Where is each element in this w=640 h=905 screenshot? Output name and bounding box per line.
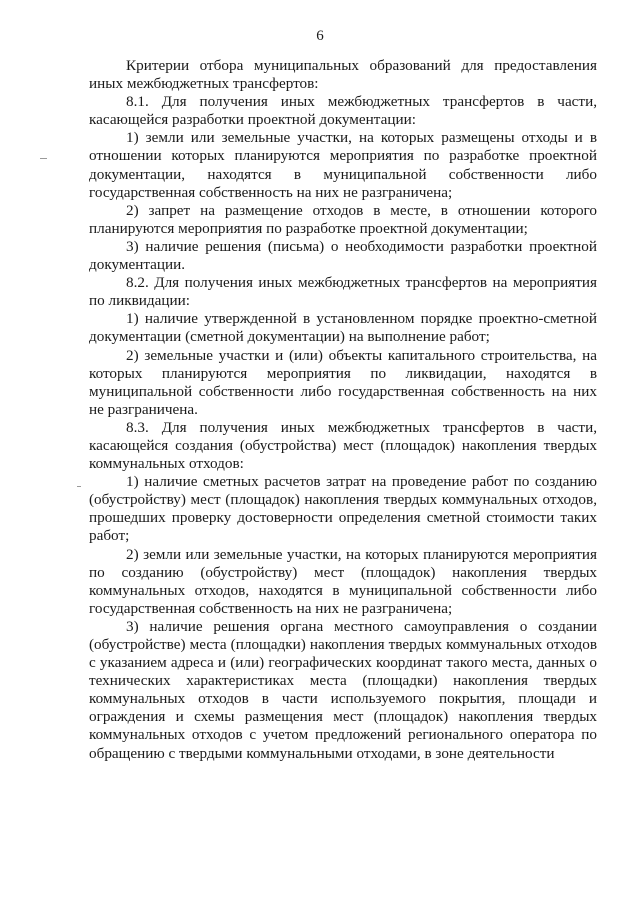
scan-mark	[40, 158, 47, 159]
section-8-1-item-1: 1) земли или земельные участки, на которых размещены отходы и в отношении которых планируются мероприятия по разработке проектной документации, находятся в муниципальной собственности либо государственная собственность на них не разграничена;	[89, 129, 597, 201]
section-8-3-item-2: 2) земли или земельные участки, на которых планируются мероприятия по созданию (обустройству) мест (площадок) накопления твердых коммунальных отходов, находятся в муниципальной собственности либо государственная собственность на них не разграничена;	[89, 545, 597, 617]
scan-mark	[77, 486, 81, 487]
section-8-1-heading: 8.1. Для получения иных межбюджетных трансфертов в части, касающейся разработки проектной документации:	[89, 93, 597, 129]
section-8-3-item-1: 1) наличие сметных расчетов затрат на проведение работ по созданию (обустройству) мест (площадок) накопления твердых коммунальных отходов, прошедших проверку достоверности определения сметной стоимости таких работ;	[89, 473, 597, 545]
page-number: 6	[316, 28, 324, 44]
section-8-2-item-2: 2) земельные участки и (или) объекты капитального строительства, на которых планируются мероприятия по ликвидации, находятся в муниципальной собственности либо государственная собственность на них не разграничена.	[89, 346, 597, 418]
section-8-3-heading: 8.3. Для получения иных межбюджетных трансфертов в части, касающейся создания (обустройства) мест (площадок) накопления твердых коммунальных отходов:	[89, 418, 597, 473]
section-8-2-item-1: 1) наличие утвержденной в установленном порядке проектно-сметной документации (сметной документации) на выполнение работ;	[89, 310, 597, 346]
section-8-1-item-2: 2) запрет на размещение отходов в месте, в отношении которого планируются мероприятия по разработке проектной документации;	[89, 201, 597, 237]
document-body	[89, 57, 597, 763]
section-8-2-heading: 8.2. Для получения иных межбюджетных трансфертов на мероприятия по ликвидации:	[89, 274, 597, 310]
section-8-1-item-3: 3) наличие решения (письма) о необходимости разработки проектной документации.	[89, 237, 597, 274]
criteria-heading: Критерии отбора муниципальных образований для предоставления иных межбюджетных трансфертов:	[89, 57, 597, 93]
section-8-3-item-3: 3) наличие решения органа местного самоуправления о создании (обустройстве) места (площадки) накопления твердых коммунальных отходов с указанием адреса и (или) географических координат такого места, данных о технических характеристиках места (площадки) накопления твердых коммунальных отходов в части используемого покрытия, площади и ограждения и схемы размещения мест (площадок) накопления твердых коммунальных отходов с учетом предложений регионального оператора по обращению с твердыми коммунальными отходами, в зоне деятельности	[89, 617, 597, 762]
